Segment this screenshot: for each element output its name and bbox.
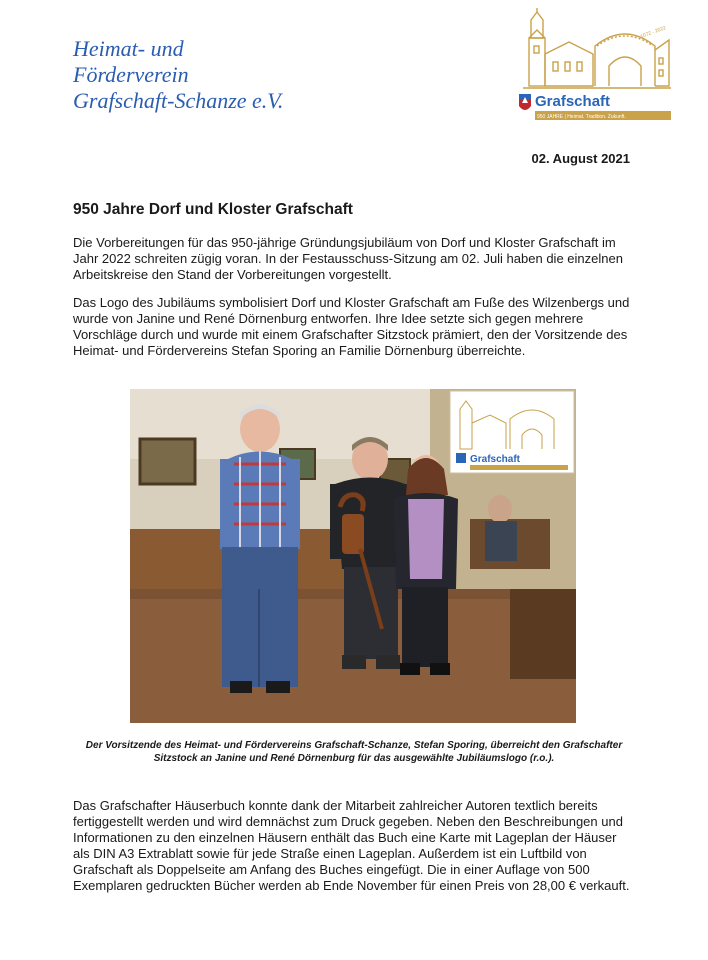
paragraph-haeuserbuch: Das Grafschafter Häuserbuch konnte dank der Mitarbeit zahlreicher Autoren textlich bereits fertiggestellt werden und wird demnächst zum Druck gegeben. Neben den Beschreibungen und Informationen zu den einzelnen Häusern enthält das Buch eine Karte mit Lageplan der Häuser als DIN A3 Extrablatt sowie für jede Straße einen Lageplan. Außerdem ist ein Luftbild von Grafschaft als Doppelseite am Anfang des Buches eingefügt. Die in einer Auflage von 500 Exemplaren gedruckten Bücher werden ab Ende November für einen Preis von 28,00 € verkauft. — [73, 798, 630, 893]
jubilee-logo — [509, 8, 679, 126]
org-line-1: Heimat- und — [73, 36, 184, 61]
org-line-3: Grafschaft-Schanze e.V. — [73, 88, 284, 113]
article-title: 950 Jahre Dorf und Kloster Grafschaft — [73, 201, 353, 218]
award-photo — [130, 389, 576, 723]
photo-caption: Der Vorsitzende des Heimat- und Fördervereins Grafschaft-Schanze, Stefan Sporing, überreicht den Grafschafter Sitzstock an Janine und René Dörnenburg für das ausgewählte Jubiläumslogo (r.o.). — [85, 740, 623, 764]
organization-name — [73, 36, 283, 114]
logo-name: Grafschaft — [535, 93, 611, 110]
svg-text:Grafschaft: Grafschaft — [470, 454, 521, 465]
logo-years: 1072 - 2022 — [639, 25, 667, 40]
document-date: 02. August 2021 — [531, 151, 630, 166]
logo-tagline: 950 JAHRE | Heimat. Tradition. Zukunft. — [537, 114, 626, 120]
org-line-2: Förderverein — [73, 62, 189, 87]
paragraph-intro: Die Vorbereitungen für das 950-jährige Gründungsjubiläum von Dorf und Kloster Grafschaft im Jahr 2022 schreiten zügig voran. In der Festausschuss-Sitzung am 02. Juli haben die einzelnen Arbeitskreise den Stand der Vorbereitungen vorgestellt. — [73, 235, 623, 282]
paragraph-logo: Das Logo des Jubiläums symbolisiert Dorf und Kloster Grafschaft am Fuße des Wilzenbergs und wurde von Janine und René Dörnenburg entworfen. Ihre Idee setzte sich gegen mehrere Vorschläge durch und wurde mit einem Grafschafter Sitzstock prämiert, den der Vorsitzende des Heimat- und Fördervereins Stefan Sporing an Familie Dörnenburg überreichte. — [73, 295, 630, 358]
